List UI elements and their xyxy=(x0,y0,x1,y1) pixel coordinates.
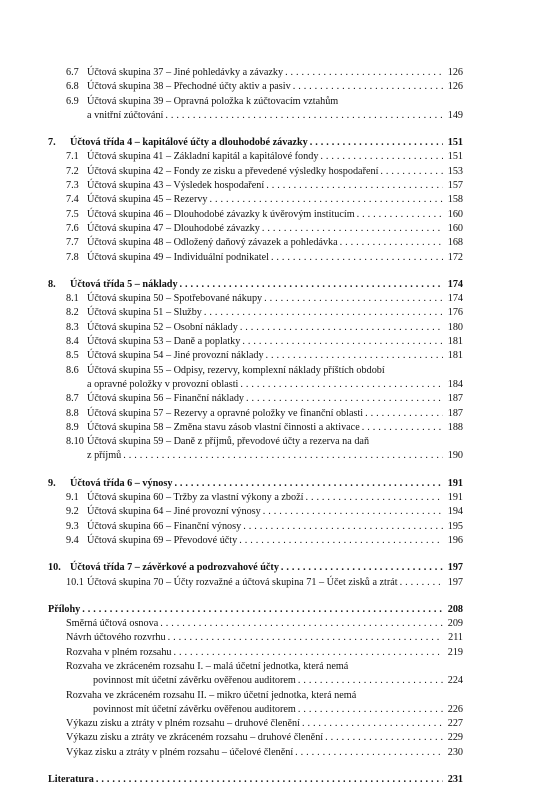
entry-page: 168 xyxy=(447,237,463,249)
entry-title: Rozvaha ve zkráceném rozsahu I. – malá účetní jednotka, která nemá xyxy=(66,660,349,672)
leader-dots xyxy=(380,165,443,179)
section-gap xyxy=(48,760,463,773)
entry-title: Účtová skupina 49 – Individuální podnikatel xyxy=(87,251,269,263)
appendix-entry-continuation[interactable] xyxy=(48,703,463,717)
leader-dots xyxy=(365,407,443,421)
entry-number: 9.1 xyxy=(66,492,79,504)
entry-number: 8.2 xyxy=(66,307,79,319)
toc-entry[interactable] xyxy=(48,491,463,505)
entry-page: 174 xyxy=(447,293,463,305)
entry-title: Účtová skupina 41 – Základní kapitál a kapitálové fondy xyxy=(87,151,319,163)
entry-page: 181 xyxy=(447,350,463,362)
toc-entry[interactable] xyxy=(48,407,463,421)
entry-title: Účtová skupina 55 – Odpisy, rezervy, komplexní náklady příštích období xyxy=(87,364,385,376)
entry-page: 224 xyxy=(447,675,463,687)
toc-entry[interactable] xyxy=(48,150,463,164)
entry-page: 194 xyxy=(447,506,463,518)
entry-page: 180 xyxy=(447,321,463,333)
entry-title: Účtová skupina 39 – Opravná položka k zúčtovacím vztahům xyxy=(87,95,339,107)
entry-title: Účtová skupina 70 – Účty rozvažné a účtová skupina 71 – Účet zisků a ztrát xyxy=(87,576,398,588)
chapter-number: 8. xyxy=(48,278,56,290)
entry-title: Účtová skupina 66 – Finanční výnosy xyxy=(87,520,242,532)
entry-title: Účtová skupina 59 – Daně z příjmů, převodové účty a rezerva na daň xyxy=(87,436,370,448)
leader-dots xyxy=(298,674,443,688)
leader-dots xyxy=(160,617,443,631)
entry-title: Rozvaha v plném rozsahu xyxy=(66,646,172,658)
entry-title: Výkazu zisku a ztráty v plném rozsahu – druhové členění xyxy=(66,718,300,730)
entry-page: 195 xyxy=(447,520,463,532)
section-6-items xyxy=(48,66,463,123)
leader-dots xyxy=(295,746,443,760)
entry-title: a opravné položky v provozní oblasti xyxy=(87,378,239,390)
entry-number: 7.1 xyxy=(66,151,79,163)
toc-entry-continuation[interactable] xyxy=(48,449,463,463)
appendix-entry[interactable] xyxy=(48,617,463,631)
entry-title: Účtová skupina 43 – Výsledek hospodaření xyxy=(87,180,265,192)
appendix-entry[interactable] xyxy=(48,731,463,745)
leader-dots xyxy=(262,222,443,236)
entry-page: 176 xyxy=(447,307,463,319)
chapter-title: Účtová třída 6 – výnosy xyxy=(70,477,173,489)
literature-page: 231 xyxy=(447,774,463,786)
entry-title: Návrh účtového rozvrhu xyxy=(66,632,166,644)
toc-entry[interactable] xyxy=(48,222,463,236)
entry-title: Účtová skupina 69 – Převodové účty xyxy=(87,534,238,546)
leader-dots xyxy=(271,251,443,265)
leader-dots xyxy=(293,80,443,94)
entry-number: 9.4 xyxy=(66,534,79,546)
toc-entry[interactable] xyxy=(48,534,463,548)
toc-entry[interactable] xyxy=(48,364,463,378)
leader-dots xyxy=(168,631,443,645)
appendix-entry[interactable] xyxy=(48,631,463,645)
toc-chapter[interactable] xyxy=(48,477,463,491)
appendix-entry[interactable] xyxy=(48,717,463,731)
entry-page: 188 xyxy=(447,421,463,433)
toc-entry[interactable] xyxy=(48,321,463,335)
entry-page: 126 xyxy=(447,67,463,78)
appendix-entry[interactable] xyxy=(48,746,463,760)
section-gap xyxy=(48,548,463,561)
appendices xyxy=(48,603,463,760)
toc-entry[interactable] xyxy=(48,66,463,80)
chapter-page: 151 xyxy=(447,137,463,149)
toc-chapter[interactable] xyxy=(48,561,463,575)
entry-number: 8.6 xyxy=(66,364,79,376)
entry-number: 7.2 xyxy=(66,165,79,177)
leader-dots xyxy=(174,646,443,660)
appendix-entry[interactable] xyxy=(48,646,463,660)
entry-page: 184 xyxy=(447,378,463,390)
entry-page: 197 xyxy=(447,576,463,588)
entry-page: 219 xyxy=(447,646,463,658)
section-gap xyxy=(48,464,463,477)
entry-number: 6.8 xyxy=(66,81,79,93)
entry-title: Účtová skupina 56 – Finanční náklady xyxy=(87,393,245,405)
entry-title: Účtová skupina 45 – Rezervy xyxy=(87,194,208,206)
leader-dots xyxy=(239,534,443,548)
entry-title: Účtová skupina 54 – Jiné provozní náklady xyxy=(87,350,264,362)
entry-page: 211 xyxy=(448,632,463,644)
toc-entry[interactable] xyxy=(48,306,463,320)
entry-number: 6.7 xyxy=(66,67,79,78)
toc-chapter-literature[interactable] xyxy=(48,773,463,787)
toc-entry[interactable] xyxy=(48,505,463,519)
leader-dots xyxy=(320,150,443,164)
entry-title: Účtová skupina 58 – Změna stavu zásob vlastní činnosti a aktivace xyxy=(87,421,360,433)
entry-number: 7.6 xyxy=(66,222,79,234)
toc-entry-continuation[interactable] xyxy=(48,378,463,392)
leader-dots xyxy=(165,109,443,123)
entry-title: a vnitřní zúčtování xyxy=(87,109,164,121)
entry-number: 8.4 xyxy=(66,336,79,348)
entry-title: Rozvaha ve zkráceném rozsahu II. – mikro účetní jednotka, která nemá xyxy=(66,689,357,701)
toc-entry[interactable] xyxy=(48,179,463,193)
leader-dots xyxy=(264,292,443,306)
leader-dots xyxy=(302,717,443,731)
chapter-9 xyxy=(48,477,463,548)
chapter-page: 197 xyxy=(447,562,463,574)
entry-title: povinnost mít účetní závěrku ověřenou auditorem xyxy=(93,703,296,715)
entry-title: Účtová skupina 42 – Fondy ze zisku a převedené výsledky hospodaření xyxy=(87,165,379,177)
entry-page: 158 xyxy=(447,194,463,206)
chapter-8 xyxy=(48,278,463,464)
appendices-title: Přílohy xyxy=(48,603,81,615)
table-of-contents xyxy=(48,66,463,787)
entry-page: 172 xyxy=(447,251,463,263)
leader-dots xyxy=(310,136,443,150)
entry-number: 8.9 xyxy=(66,421,79,433)
leader-dots xyxy=(180,278,443,292)
entry-title: Účtová skupina 38 – Přechodné účty aktiv a pasiv xyxy=(87,81,291,93)
leader-dots xyxy=(246,392,443,406)
leader-dots xyxy=(362,421,443,435)
entry-page: 149 xyxy=(447,109,463,121)
entry-title: Směrná účtová osnova xyxy=(66,618,159,630)
entry-title: Účtová skupina 37 – Jiné pohledávky a závazky xyxy=(87,67,284,78)
entry-page: 209 xyxy=(447,618,463,630)
entry-title: Účtová skupina 48 – Odložený daňový závazek a pohledávka xyxy=(87,237,338,249)
leader-dots xyxy=(305,491,443,505)
chapter-title: Účtová třída 4 – kapitálové účty a dlouhodobé závazky xyxy=(70,137,308,149)
entry-title: Účtová skupina 60 – Tržby za vlastní výkony a zboží xyxy=(87,492,304,504)
leader-dots xyxy=(325,731,443,745)
entry-page: 187 xyxy=(447,407,463,419)
chapter-title: Účtová třída 7 – závěrkové a podrozvahové účty xyxy=(70,562,279,574)
leader-dots xyxy=(242,335,443,349)
entry-number: 6.9 xyxy=(66,95,79,107)
leader-dots xyxy=(266,179,443,193)
leader-dots xyxy=(281,561,443,575)
entry-title: z příjmů xyxy=(87,450,122,462)
chapter-number: 9. xyxy=(48,477,56,489)
entry-page: 196 xyxy=(447,534,463,546)
entry-title: Účtová skupina 53 – Daně a poplatky xyxy=(87,336,241,348)
entry-title: Účtová skupina 64 – Jiné provozní výnosy xyxy=(87,506,261,518)
entry-page: 151 xyxy=(447,151,463,163)
leader-dots xyxy=(123,449,443,463)
leader-dots xyxy=(285,66,443,80)
entry-page: 160 xyxy=(447,208,463,220)
entry-number: 8.5 xyxy=(66,350,79,362)
toc-entry[interactable] xyxy=(48,576,463,590)
entry-page: 157 xyxy=(447,180,463,192)
toc-entry[interactable] xyxy=(48,435,463,449)
toc-entry[interactable] xyxy=(48,421,463,435)
entry-title: Účtová skupina 51 – Služby xyxy=(87,307,202,319)
chapter-number: 7. xyxy=(48,137,56,149)
entry-number: 8.10 xyxy=(66,436,84,448)
leader-dots xyxy=(400,576,443,590)
entry-number: 8.8 xyxy=(66,407,79,419)
chapter-7 xyxy=(48,136,463,265)
toc-entry[interactable] xyxy=(48,193,463,207)
entry-title: Účtová skupina 57 – Rezervy a opravné položky ve finanční oblasti xyxy=(87,407,364,419)
appendices-page: 208 xyxy=(447,603,463,615)
entry-page: 229 xyxy=(447,732,463,744)
toc-chapter[interactable] xyxy=(48,603,463,617)
toc-chapter[interactable] xyxy=(48,278,463,292)
chapter-page: 191 xyxy=(447,477,463,489)
entry-number: 7.4 xyxy=(66,194,79,206)
entry-title: Účtová skupina 46 – Dlouhodobé závazky k úvěrovým institucím xyxy=(87,208,355,220)
chapter-title: Účtová třída 5 – náklady xyxy=(70,278,178,290)
entry-title: povinnost mít účetní závěrku ověřenou auditorem xyxy=(93,675,296,687)
entry-number: 8.7 xyxy=(66,393,79,405)
entry-number: 7.7 xyxy=(66,237,79,249)
toc-entry[interactable] xyxy=(48,335,463,349)
chapter-number: 10. xyxy=(48,562,61,574)
leader-dots xyxy=(243,520,443,534)
toc-entry[interactable] xyxy=(48,236,463,250)
entry-number: 8.3 xyxy=(66,321,79,333)
leader-dots xyxy=(357,208,443,222)
entry-page: 191 xyxy=(447,492,463,504)
toc-entry[interactable] xyxy=(48,292,463,306)
entry-page: 227 xyxy=(447,718,463,730)
entry-page: 126 xyxy=(447,81,463,93)
leader-dots xyxy=(210,193,443,207)
entry-number: 7.3 xyxy=(66,180,79,192)
leader-dots xyxy=(266,349,443,363)
leader-dots xyxy=(82,603,443,617)
entry-title: Účtová skupina 50 – Spotřebované nákupy xyxy=(87,293,263,305)
entry-page: 230 xyxy=(447,746,463,758)
chapter-10 xyxy=(48,561,463,590)
leader-dots xyxy=(174,477,443,491)
leader-dots xyxy=(96,773,443,787)
entry-number: 7.5 xyxy=(66,208,79,220)
entry-page: 153 xyxy=(447,165,463,177)
toc-entry-continuation[interactable] xyxy=(48,109,463,123)
chapter-page: 174 xyxy=(447,278,463,290)
leader-dots xyxy=(263,505,443,519)
entry-number: 9.2 xyxy=(66,506,79,518)
toc-entry[interactable] xyxy=(48,520,463,534)
toc-entry[interactable] xyxy=(48,165,463,179)
toc-entry[interactable] xyxy=(48,80,463,94)
entry-number: 7.8 xyxy=(66,251,79,263)
toc-entry[interactable] xyxy=(48,208,463,222)
leader-dots xyxy=(298,703,443,717)
section-gap xyxy=(48,265,463,278)
entry-number: 9.3 xyxy=(66,520,79,532)
entry-number: 10.1 xyxy=(66,576,84,588)
section-gap xyxy=(48,123,463,136)
appendix-entry[interactable] xyxy=(48,689,463,703)
entry-title: Výkazu zisku a ztráty ve zkráceném rozsahu – druhové členění xyxy=(66,732,324,744)
leader-dots xyxy=(240,321,443,335)
leader-dots xyxy=(240,378,443,392)
entry-page: 226 xyxy=(447,703,463,715)
leader-dots xyxy=(204,306,443,320)
toc-entry[interactable] xyxy=(48,349,463,363)
entry-page: 160 xyxy=(447,222,463,234)
entry-page: 187 xyxy=(447,393,463,405)
toc-entry[interactable] xyxy=(48,95,463,109)
entry-title: Účtová skupina 52 – Osobní náklady xyxy=(87,321,238,333)
entry-title: Účtová skupina 47 – Dlouhodobé závazky xyxy=(87,222,260,234)
entry-page: 190 xyxy=(447,450,463,462)
section-gap xyxy=(48,590,463,603)
entry-title: Výkaz zisku a ztráty v plném rozsahu – účelové členění xyxy=(66,746,294,758)
leader-dots xyxy=(340,236,443,250)
literature-title: Literatura xyxy=(48,774,94,786)
appendix-entry-continuation[interactable] xyxy=(48,674,463,688)
toc-entry[interactable] xyxy=(48,251,463,265)
appendix-entry[interactable] xyxy=(48,660,463,674)
toc-chapter[interactable] xyxy=(48,136,463,150)
entry-number: 8.1 xyxy=(66,293,79,305)
entry-page: 181 xyxy=(447,336,463,348)
toc-entry[interactable] xyxy=(48,392,463,406)
